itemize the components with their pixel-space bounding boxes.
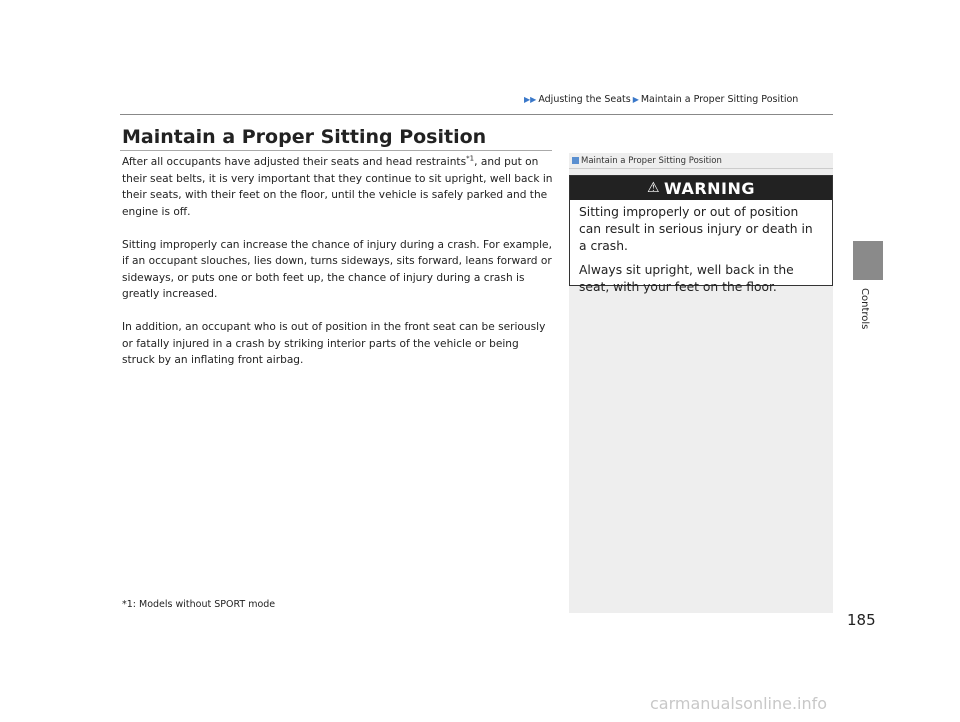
warning-line-1: Sitting improperly or out of position can result in serious injury or death in a crash. [579,205,813,253]
sidebar-heading-label: Maintain a Proper Sitting Position [581,156,722,166]
sidebar-heading[interactable] [572,156,722,166]
warning-body [570,200,832,296]
page-title: Maintain a Proper Sitting Position [122,126,487,148]
reference-icon [572,157,579,164]
breadcrumb [524,94,798,105]
warning-label: WARNING [664,178,756,198]
paragraph-2: Sitting improperly can increase the chance of injury during a crash. For example, if an occupant slouches, lies down, turns sideways, sits forward, leans forward or sideways, or puts one or both feet up, the chance of injury during a crash is greatly increased. [122,238,552,300]
paragraph-1-end: , and put on their seat belts, it is very important that they continue to sit upright, well back in their seats, with their feet on the floor, until the vehicle is safely parked and the engine is off. [122,156,553,218]
body-text [122,154,554,385]
breadcrumb-item-current: Maintain a Proper Sitting Position [640,94,799,105]
footnote: *1: Models without SPORT mode [122,599,276,610]
sidebar-divider [569,168,833,169]
paragraph-1 [122,154,554,220]
paragraph-3: In addition, an occupant who is out of position in the front seat can be seriously or fatally injured in a crash by striking interior parts of the vehicle or being struck by an inflating front airbag. [122,321,546,366]
breadcrumb-separator-icon: ▶ [632,95,639,104]
header-divider [120,114,833,115]
section-tab-marker [853,241,883,280]
breadcrumb-arrow-icon: ▶▶ [524,95,537,104]
watermark: carmanualsonline.info [650,694,828,713]
warning-triangle-icon: ⚠ [646,180,661,196]
breadcrumb-item-parent[interactable]: Adjusting the Seats [538,94,631,105]
warning-header [570,176,832,200]
title-divider [120,150,552,151]
paragraph-1-start: After all occupants have adjusted their seats and head restraints [122,156,467,168]
footnote-reference: *1 [466,154,475,163]
page-number: 185 [847,611,876,629]
warning-line-2: Always sit upright, well back in the seat, with your feet on the floor. [579,263,794,294]
warning-box [569,175,833,294]
section-tab-label: Controls [859,288,870,330]
